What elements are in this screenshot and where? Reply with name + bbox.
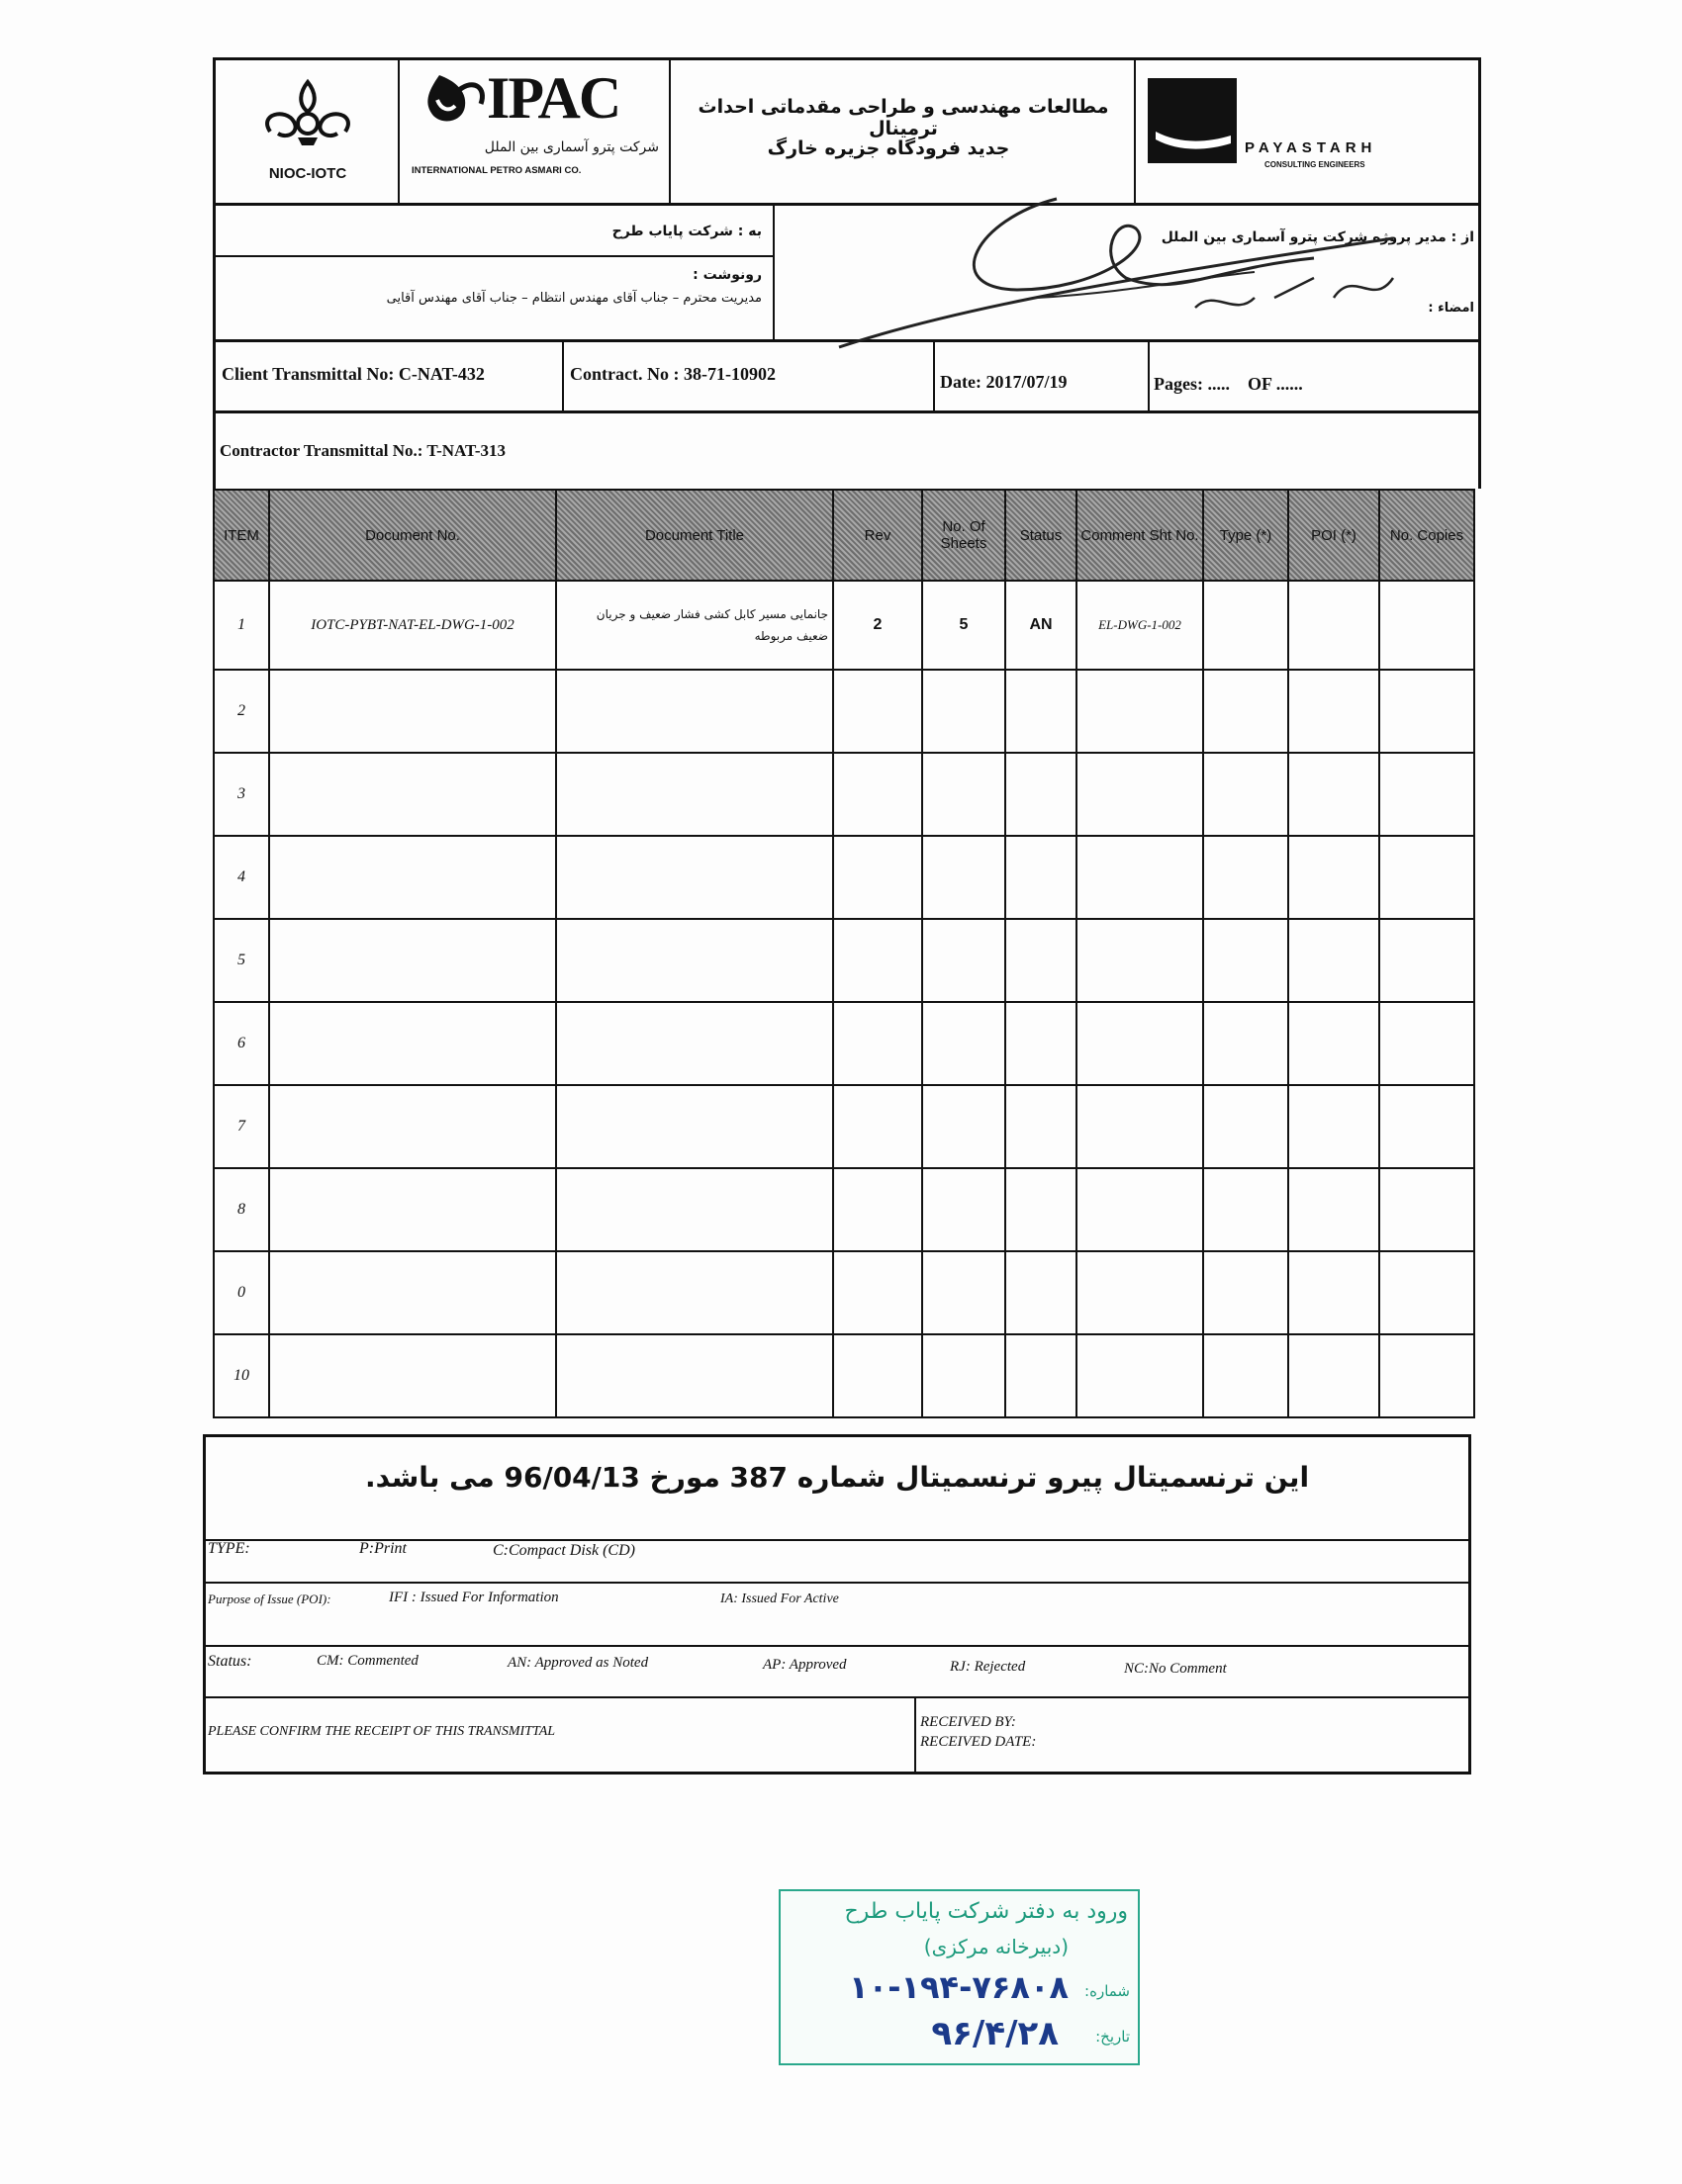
cell-item: 4 bbox=[214, 836, 269, 919]
cell-document-title: جانمایی مسیر کابل کشی فشار ضعیف و جریان ضعیف مربوطه bbox=[556, 581, 833, 670]
table-header-row bbox=[214, 490, 1474, 581]
confirm-receipt-note: PLEASE CONFIRM THE RECEIPT OF THIS TRANSMITTAL bbox=[208, 1724, 556, 1739]
poi-ia: IA: Issued For Active bbox=[720, 1592, 839, 1606]
contractor-row bbox=[213, 413, 1481, 489]
status-rj: RJ: Rejected bbox=[950, 1659, 1026, 1675]
table-row bbox=[214, 753, 1474, 836]
table-row bbox=[214, 1002, 1474, 1085]
stamp-date-label: تاریخ: bbox=[1095, 2028, 1130, 2046]
col-header-rev: Rev bbox=[833, 490, 922, 581]
handwritten-signature bbox=[799, 179, 1433, 347]
cell-item: 8 bbox=[214, 1168, 269, 1251]
stamp-line1: ورود به دفتر شرکت پایاب طرح bbox=[844, 1899, 1128, 1924]
col-header-document-title: Document Title bbox=[556, 490, 833, 581]
table-row bbox=[214, 1251, 1474, 1334]
table-row bbox=[214, 670, 1474, 753]
cell-poi bbox=[1288, 581, 1379, 670]
type-cd: C:Compact Disk (CD) bbox=[493, 1542, 635, 1559]
cell-item: 0 bbox=[214, 1251, 269, 1334]
stamp-number-label: شماره: bbox=[1084, 1982, 1130, 2000]
ipac-drop-icon bbox=[420, 70, 489, 130]
cell-item: 6 bbox=[214, 1002, 269, 1085]
col-header-type: Type (*) bbox=[1203, 490, 1288, 581]
col-header-item: ITEM bbox=[214, 490, 269, 581]
transmittal-date: Date: 2017/07/19 bbox=[940, 372, 1068, 392]
status-ap: AP: Approved bbox=[763, 1657, 847, 1673]
receipt-stamp bbox=[779, 1889, 1140, 2065]
signature-label: امضاء : bbox=[1428, 301, 1474, 316]
nioc-flame-icon bbox=[248, 74, 367, 148]
cell-rev: 2 bbox=[833, 581, 922, 670]
client-transmittal-no: Client Transmittal No: C-NAT-432 bbox=[222, 364, 485, 384]
poi-label: Purpose of Issue (POI): bbox=[208, 1592, 331, 1606]
col-header-comment-sheet: Comment Sht No. bbox=[1076, 490, 1203, 581]
col-header-poi: POI (*) bbox=[1288, 490, 1379, 581]
cell-copies bbox=[1379, 581, 1474, 670]
cell-item: 10 bbox=[214, 1334, 269, 1417]
cc-recipients: مدیریت محترم – جناب آقای مهندس انتظام – جناب آقای مهندس آقایی bbox=[386, 291, 762, 306]
col-header-sheets: No. Of Sheets bbox=[922, 490, 1005, 581]
received-date: RECEIVED DATE: bbox=[920, 1734, 1037, 1750]
contract-no: Contract. No : 38-71-10902 bbox=[570, 364, 776, 384]
address-block bbox=[213, 204, 1481, 342]
transmittal-info-row bbox=[213, 342, 1481, 413]
status-cm: CM: Commented bbox=[317, 1653, 419, 1669]
cell-sheets: 5 bbox=[922, 581, 1005, 670]
document-table bbox=[213, 489, 1475, 1418]
cell-item: 7 bbox=[214, 1085, 269, 1168]
from-sender: از : مدیر پروژه شرکت پترو آسماری بین الملل bbox=[1161, 229, 1474, 245]
table-row bbox=[214, 836, 1474, 919]
ipac-logo-text: IPAC bbox=[487, 65, 620, 131]
project-title-line2: جدید فرودگاه جزیره خارگ bbox=[767, 137, 1010, 159]
nioc-logo-text: NIOC-IOTC bbox=[268, 165, 347, 182]
table-row bbox=[214, 1168, 1474, 1251]
contractor-transmittal-no: Contractor Transmittal No.: T-NAT-313 bbox=[220, 441, 506, 460]
cell-item: 3 bbox=[214, 753, 269, 836]
pages-count: Pages: ..... OF ...... bbox=[1154, 374, 1303, 394]
nioc-logo-cell bbox=[216, 60, 400, 203]
cell-item: 5 bbox=[214, 919, 269, 1002]
status-nc: NC:No Comment bbox=[1124, 1661, 1227, 1677]
poi-ifi: IFI : Issued For Information bbox=[389, 1590, 559, 1605]
ipac-persian-name: شرکت پترو آسماری بین الملل bbox=[484, 139, 659, 155]
stamp-line2: (دبیرخانه مرکزی) bbox=[923, 1935, 1069, 1958]
cell-type bbox=[1203, 581, 1288, 670]
cell-item: 2 bbox=[214, 670, 269, 753]
persian-reference-note: این ترنسمیتال پیرو ترنسمیتال شماره 387 مورخ 96/04/13 می باشد. bbox=[364, 1461, 1310, 1494]
cell-item: 1 bbox=[214, 581, 269, 670]
table-row bbox=[214, 1334, 1474, 1417]
ipac-english-name: INTERNATIONAL PETRO ASMARI CO. bbox=[412, 165, 582, 176]
payastarh-name: PAYASTARH bbox=[1245, 139, 1377, 156]
stamp-date-value: ۹۶/۴/۲۸ bbox=[931, 2014, 1059, 2053]
col-header-document-no: Document No. bbox=[269, 490, 556, 581]
project-title-line1: مطالعات مهندسی و طراحی مقدماتی احداث ترمینال bbox=[698, 96, 1109, 139]
table-row bbox=[214, 1085, 1474, 1168]
to-recipient: به : شرکت پایاب طرح bbox=[611, 224, 762, 239]
footer-block bbox=[203, 1434, 1471, 1774]
table-row bbox=[214, 919, 1474, 1002]
ipac-logo-cell bbox=[400, 60, 671, 203]
type-label: TYPE: bbox=[208, 1540, 250, 1557]
cell-comment-sheet: EL-DWG-1-002 bbox=[1076, 581, 1203, 670]
col-header-copies: No. Copies bbox=[1379, 490, 1474, 581]
cell-status: AN bbox=[1005, 581, 1076, 670]
table-row bbox=[214, 581, 1474, 670]
stamp-number-value: ۱۰-۱۹۴-۷۶۸۰۸ bbox=[849, 1968, 1069, 2006]
received-by: RECEIVED BY: bbox=[920, 1714, 1016, 1730]
type-print: P:Print bbox=[359, 1540, 407, 1557]
status-an: AN: Approved as Noted bbox=[508, 1655, 649, 1671]
payastarh-logo-icon bbox=[1148, 78, 1237, 163]
payastarh-sub: CONSULTING ENGINEERS bbox=[1264, 160, 1365, 169]
cell-document-no: IOTC-PYBT-NAT-EL-DWG-1-002 bbox=[269, 581, 556, 670]
cc-label: رونوشت : bbox=[693, 267, 762, 283]
col-header-status: Status bbox=[1005, 490, 1076, 581]
status-label: Status: bbox=[208, 1653, 252, 1670]
